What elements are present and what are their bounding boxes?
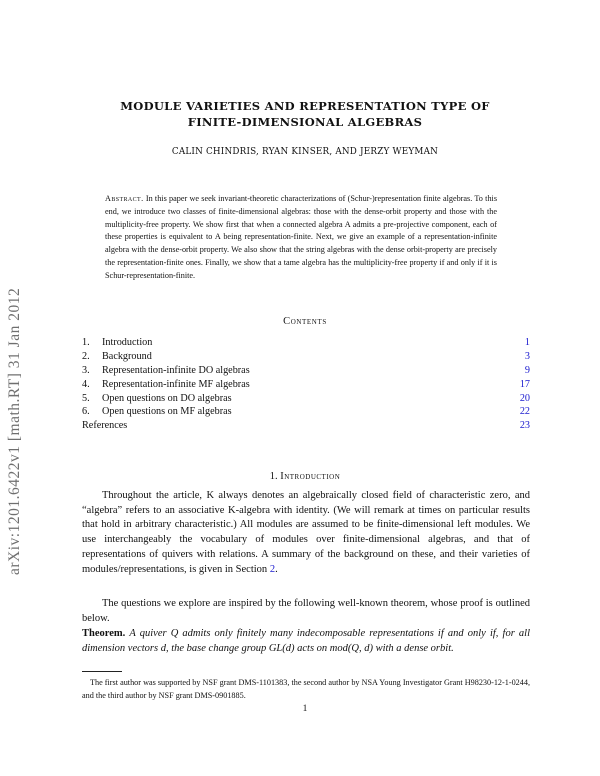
toc-entry-label: Background — [102, 350, 152, 362]
toc-entry-label: Open questions on MF algebras — [102, 406, 232, 418]
toc-entry-number: 2. — [82, 350, 90, 362]
toc-page-link[interactable]: 3 — [524, 350, 530, 362]
paragraph-questions: The questions we explore are inspired by the following well-known theorem, whose proof is outlined below. — [82, 598, 530, 624]
theorem-block — [82, 627, 530, 656]
toc-entry-number: 6. — [82, 406, 90, 418]
toc-entry-label: Representation-infinite MF algebras — [102, 378, 250, 390]
toc-entry-number: 3. — [82, 364, 90, 376]
theorem-statement: A quiver Q admits only finitely many indecomposable representations if and only if, for all dimension vectors d, the base change group GL(d) acts on mod(Q, d) with a dense orbit. — [82, 628, 530, 654]
section-heading — [80, 471, 530, 482]
toc-entry-label: Representation-infinite DO algebras — [102, 364, 250, 376]
toc-page-link[interactable]: 20 — [519, 392, 530, 404]
toc-entry-label: References — [82, 420, 128, 432]
toc-entry-label: Introduction — [102, 337, 153, 348]
paragraph-intro — [82, 489, 530, 577]
toc-entry-introduction[interactable] — [82, 336, 530, 350]
paper-title — [80, 98, 530, 130]
toc-entry-label: Open questions on DO algebras — [102, 392, 232, 404]
paragraph-text-end: . — [275, 563, 278, 575]
title-line-1: MODULE VARIETIES AND REPRESENTATION TYPE OF — [120, 99, 490, 113]
toc-entry-open-do[interactable] — [82, 392, 530, 406]
author-list: CALIN CHINDRIS, RYAN KINSER, AND JERZY WEYMAN — [171, 147, 439, 157]
title-line-2: FINITE-DIMENSIONAL ALGEBRAS — [187, 115, 423, 129]
section-title-text: Introduction — [280, 471, 341, 482]
toc-page-link[interactable]: 17 — [519, 378, 530, 390]
toc-entry-do-algebras[interactable] — [82, 364, 530, 378]
contents-heading: Contents — [283, 316, 327, 327]
abstract-text: In this paper we seek invariant-theoretic characterizations of (Schur-)representation finite algebras. To this end, we introduce two classes of finite-dimensional algebras: those with the dense-orbit property and those with the multiplicity-free property. We show first that when a connected algebra A admits a pre-projective component, each of these properties is equivalent to A being representation-finite. Next, we give an example of a representation-infinite algebra with the dense-orbit property. We also show that the string algebras with the dense orbit-property are precisely the representation-finite ones. Finally, we show that a tame algebra has the multiplicity-free property if and only if it is Schur-representation-finite. — [105, 194, 497, 280]
toc-entry-number: 1. — [82, 337, 90, 348]
abstract — [105, 193, 497, 283]
paragraph-text: Throughout the article, K always denotes an algebraically closed field of characteristic zero, and “algebra” refers to an associative K-algebra with identity. (We will remark at times on particular results that hold in arbitrary characteristic.) All modules are assumed to be finite-dimensional left modules. We use interchangeably the vocabulary of modules over finite-dimensional algebras, and that of representations of quivers with relations. A summary of the background on these, and their varieties of modules/representations, is given in Section — [82, 490, 530, 575]
theorem-heading: Theorem. — [82, 628, 126, 639]
toc-entry-number: 4. — [82, 378, 90, 390]
toc-page-link[interactable]: 23 — [519, 420, 530, 432]
arxiv-identifier: arXiv:1201.6422v1 [math.RT] 31 Jan 2012 — [6, 287, 23, 575]
abstract-heading: Abstract. — [105, 194, 144, 203]
section-number: 1. — [269, 471, 278, 482]
toc-entry-open-mf[interactable] — [82, 405, 530, 419]
toc-entry-number: 5. — [82, 392, 90, 404]
toc-page-link[interactable]: 9 — [524, 364, 530, 376]
toc-page-link[interactable]: 22 — [519, 406, 530, 418]
table-of-contents — [82, 336, 530, 433]
footnote-divider — [82, 671, 122, 672]
toc-entry-mf-algebras[interactable] — [82, 378, 530, 392]
toc-entry-references[interactable] — [82, 419, 530, 433]
footnote-funding: The first author was supported by NSF grant DMS-1101383, the second author by NSA Young Investigator Grant H98230-12-1-0244, and the third author by NSF grant DMS-0901885. — [82, 678, 530, 700]
page-number: 1 — [302, 704, 308, 714]
section-reference-link[interactable]: 2 — [269, 563, 276, 575]
toc-page-link[interactable]: 1 — [524, 337, 530, 348]
toc-entry-background[interactable] — [82, 350, 530, 364]
